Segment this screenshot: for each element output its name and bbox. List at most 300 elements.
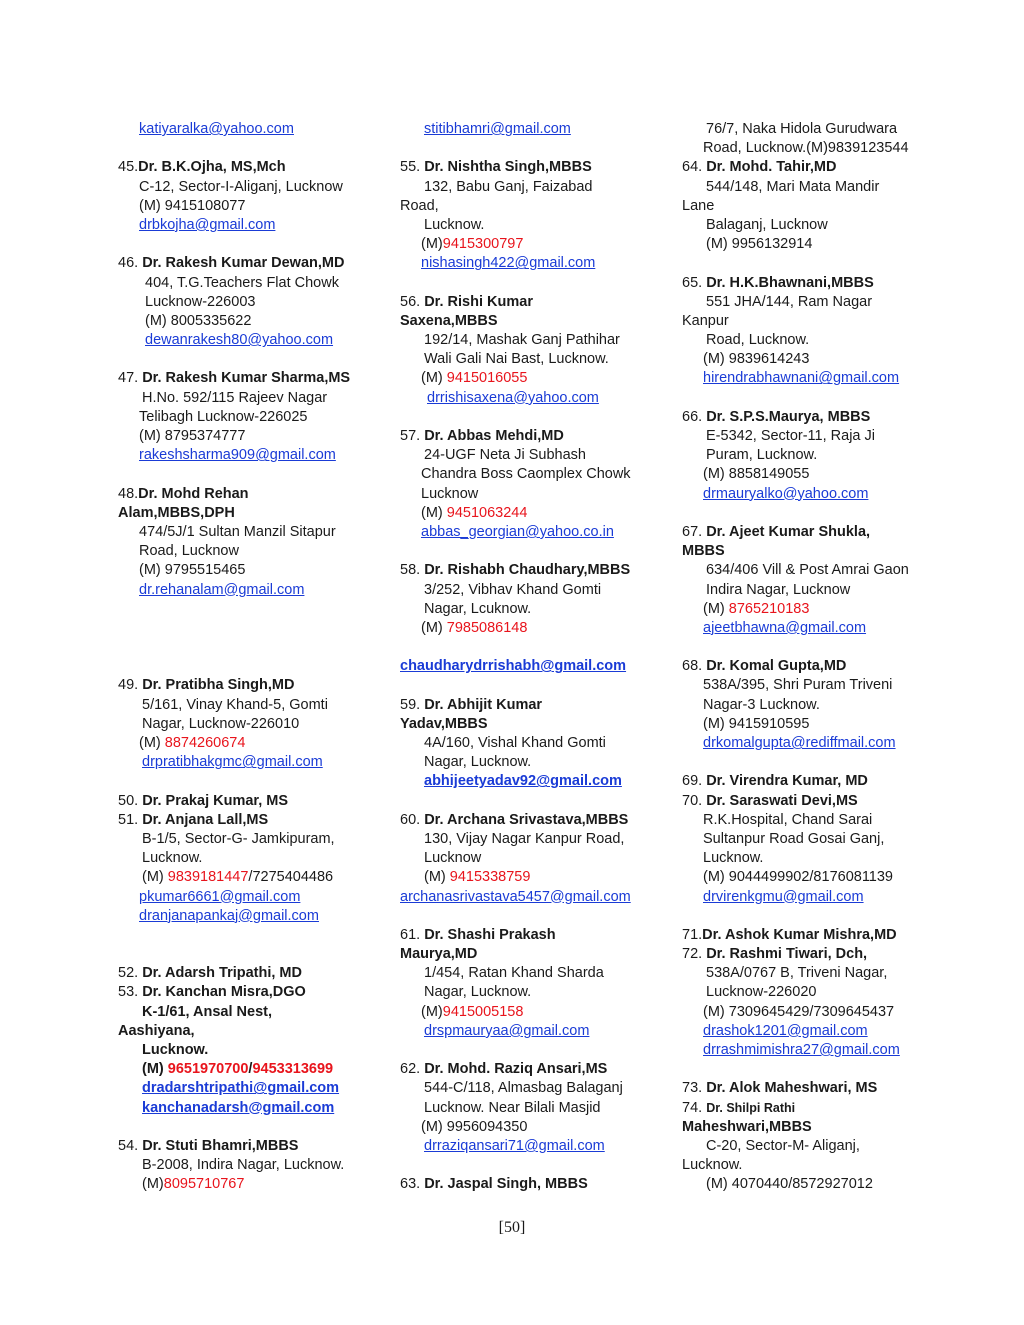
spacer — [400, 907, 662, 926]
text-line: 76/7, Naka Hidola Gurudwara — [706, 121, 898, 137]
spacer — [118, 772, 380, 791]
address-line — [682, 139, 932, 158]
doctor-name: Dr. Abhijit Kumar — [424, 696, 543, 713]
column-3 — [682, 120, 932, 1195]
phone-label: (M) — [421, 370, 447, 387]
phone-line — [682, 600, 932, 619]
doctor-name: Dr. Rakesh Kumar Dewan,MD — [142, 255, 345, 272]
doctor-name: Dr. Rishi Kumar — [424, 293, 533, 310]
address-line — [400, 1099, 662, 1118]
entry-heading — [682, 274, 932, 293]
address-line — [682, 120, 932, 139]
entry-number: 69. — [682, 773, 707, 790]
entry-heading — [118, 158, 380, 177]
doctor-name: Dr. Komal Gupta,MD — [706, 658, 847, 675]
email-link[interactable]: dewanrakesh80@yahoo.com — [145, 332, 334, 349]
entry-number: 74. — [682, 1099, 707, 1116]
text-line: 1/454, Ratan Khand Sharda — [424, 965, 604, 982]
entry-heading — [118, 964, 380, 983]
entry-heading — [118, 1137, 380, 1156]
email-link[interactable]: ajeetbhawna@gmail.com — [703, 619, 867, 636]
address-line — [400, 734, 662, 753]
spacer — [118, 657, 380, 676]
phone-number: 9415338759 — [449, 869, 531, 886]
phone-number: 8874260674 — [164, 735, 246, 751]
entry-number: 70. — [682, 792, 707, 809]
column-2 — [400, 120, 662, 1195]
entry-heading — [400, 293, 662, 312]
doctor-name: Dr. Mohd. Raziq Ansari,MS — [424, 1061, 608, 1078]
text-line: Lane — [682, 197, 715, 214]
bold-line — [118, 1041, 380, 1060]
column-1 — [118, 120, 380, 1195]
text-line: 130, Vijay Nagar Kanpur Road, — [424, 830, 625, 847]
phone-line — [400, 369, 662, 388]
email-link[interactable]: drpratibhakgmc@gmail.com — [142, 754, 323, 771]
address-line — [682, 811, 932, 830]
email-line — [118, 753, 380, 772]
email-line — [118, 446, 380, 465]
text-line-bold: Alam,MBBS,DPH — [118, 504, 235, 521]
text-line: Nagar-3 Lucknow. — [703, 696, 820, 713]
text-line: Road, Lucknow — [139, 543, 239, 560]
entry-number: 52. — [118, 965, 143, 982]
email-line — [118, 216, 380, 235]
text-line: C-20, Sector-M- Aliganj, — [706, 1137, 860, 1154]
phone-label: (M) — [421, 236, 443, 253]
text-line: B-2008, Indira Nagar, Lucknow. — [142, 1157, 345, 1174]
doctor-name: Dr. Jaspal Singh, MBBS — [424, 1176, 588, 1193]
phone-line — [400, 504, 662, 523]
address-line — [118, 849, 380, 868]
address-line — [682, 830, 932, 849]
doctor-name: Dr. Prakaj Kumar, MS — [142, 792, 289, 809]
entry-heading — [682, 523, 932, 542]
address-line — [400, 581, 662, 600]
phone-label: /7275404486 — [248, 869, 334, 886]
text-line: H.No. 592/115 Rajeev Nagar — [142, 389, 328, 406]
text-line: Lucknow — [424, 850, 482, 867]
spacer — [400, 792, 662, 811]
address-line — [682, 312, 932, 331]
email-link[interactable]: archanasrivastava5457@gmail.com — [400, 888, 631, 905]
doctor-name: Dr. Abbas Mehdi,MD — [424, 428, 564, 444]
phone-label: (M) — [139, 735, 165, 751]
text-line: (M) 4070440/8572927012 — [706, 1176, 873, 1193]
address-line — [118, 197, 380, 216]
text-line: Lucknow-226003 — [145, 293, 256, 310]
text-line: 544/148, Mari Mata Mandir — [706, 178, 880, 195]
address-line — [400, 753, 662, 772]
address-line — [682, 197, 932, 216]
address-line — [400, 216, 662, 235]
entry-heading — [682, 158, 932, 177]
address-line — [118, 427, 380, 446]
address-line — [118, 696, 380, 715]
address-line — [682, 293, 932, 312]
address-line — [682, 216, 932, 235]
address-line — [400, 849, 662, 868]
address-line — [118, 523, 380, 542]
email-line — [118, 581, 380, 600]
address-line — [118, 830, 380, 849]
entry-number: 50. — [118, 792, 143, 809]
address-line — [118, 408, 380, 427]
email-line — [400, 657, 662, 676]
doctor-name: Dr. Ajeet Kumar Shukla, — [706, 523, 871, 540]
entry-heading — [118, 811, 380, 830]
entry-number: 47. — [118, 370, 143, 387]
text-line: 192/14, Mashak Ganj Pathihar — [424, 332, 620, 349]
bold-line — [118, 1022, 380, 1041]
text-line: 551 JHA/144, Ram Nagar — [706, 293, 873, 310]
address-line — [682, 1137, 932, 1156]
address-line — [682, 581, 932, 600]
text-line: 634/406 Vill & Post Amrai Gaon — [706, 562, 909, 579]
text-line: 474/5J/1 Sultan Manzil Sitapur — [139, 523, 336, 540]
phone-number: 9415016055 — [446, 370, 528, 387]
address-line — [682, 696, 932, 715]
entry-heading — [400, 1060, 662, 1079]
entry-number: 49. — [118, 677, 143, 694]
text-line: (M) 9415108077 — [139, 197, 246, 214]
email-link[interactable]: drvirenkgmu@gmail.com — [703, 888, 864, 905]
email-link[interactable]: drraziqansari71@gmail.com — [424, 1137, 605, 1154]
email-line — [118, 120, 380, 139]
address-line — [682, 1003, 932, 1022]
text-line: Sultanpur Road Gosai Ganj, — [703, 830, 885, 847]
text-line-bold: Lucknow. — [142, 1042, 209, 1058]
text-line-bold: Maurya,MD — [400, 946, 478, 963]
address-line — [682, 465, 932, 484]
email-link[interactable]: dradarshtripathi@gmail.com — [142, 1080, 340, 1097]
entry-heading — [682, 792, 932, 811]
phone-line — [118, 1060, 380, 1079]
text-line: (M) 9044499902/8176081139 — [703, 869, 894, 886]
entry-heading — [400, 158, 662, 177]
text-line: C-12, Sector-I-Aliganj, Lucknow — [139, 178, 343, 195]
email-link[interactable]: hirendrabhawnani@gmail.com — [703, 370, 900, 387]
address-line — [682, 964, 932, 983]
text-line-bold: Aashiyana, — [118, 1022, 195, 1039]
phone-number: 9453313699 — [252, 1061, 334, 1078]
text-line: (M) 9415910595 — [703, 715, 810, 732]
phone-label: (M) — [421, 1003, 443, 1020]
entry-number: 54. — [118, 1137, 143, 1154]
entry-number: 56. — [400, 293, 425, 310]
address-line — [400, 964, 662, 983]
email-line — [682, 1022, 932, 1041]
phone-label: (M) — [703, 600, 729, 617]
email-line — [400, 120, 662, 139]
entry-number: 67. — [682, 523, 707, 540]
entry-heading — [400, 427, 662, 446]
email-line — [400, 1022, 662, 1041]
phone-label: (M) — [142, 1176, 164, 1193]
email-link[interactable]: drkomalgupta@rediffmail.com — [703, 735, 896, 751]
email-link[interactable]: stitibhamri@gmail.com — [424, 121, 571, 137]
entry-number: 59. — [400, 696, 425, 713]
email-link[interactable]: kanchanadarsh@gmail.com — [142, 1099, 335, 1116]
entry-number: 53. — [118, 984, 143, 1001]
doctor-name: Dr. S.P.S.Maurya, MBBS — [706, 408, 871, 425]
entry-number: 73. — [682, 1080, 707, 1097]
doctor-name: Dr. Rishabh Chaudhary,MBBS — [424, 562, 631, 579]
text-line: Road, — [400, 197, 439, 214]
bold-line — [118, 504, 380, 523]
text-line: 544-C/118, Almasbag Balaganj — [424, 1080, 623, 1097]
text-line: Lucknow. Near Bilali Masjid — [424, 1099, 601, 1116]
bold-line — [400, 715, 662, 734]
entry-number: 48. — [118, 485, 139, 502]
address-line — [400, 983, 662, 1002]
spacer — [682, 504, 932, 523]
spacer — [118, 619, 380, 638]
entry-number: 61. — [400, 926, 425, 943]
spacer — [682, 389, 932, 408]
entry-heading — [400, 696, 662, 715]
spacer — [118, 945, 380, 964]
email-line — [118, 907, 380, 926]
email-line — [118, 1099, 380, 1118]
text-line: Puram, Lucknow. — [706, 447, 818, 464]
address-line — [400, 331, 662, 350]
spacer — [400, 139, 662, 158]
entry-number: 63. — [400, 1176, 425, 1193]
address-line — [682, 235, 932, 254]
text-line: Lucknow. — [703, 850, 764, 867]
address-line — [400, 178, 662, 197]
address-line — [118, 312, 380, 331]
email-line — [400, 1137, 662, 1156]
text-line-bold: Maheshwari,MBBS — [682, 1118, 812, 1135]
doctor-name: Dr. Pratibha Singh,MD — [142, 677, 295, 694]
email-line — [682, 485, 932, 504]
phone-number: 8095710767 — [163, 1176, 245, 1193]
bold-line — [682, 1118, 932, 1137]
email-line — [118, 888, 380, 907]
doctor-name: Dr. Rashmi Tiwari, Dch, — [706, 946, 868, 963]
bold-line — [400, 312, 662, 331]
phone-line — [118, 868, 380, 887]
text-line: (M) 9956094350 — [421, 1118, 528, 1135]
email-link[interactable]: pkumar6661@gmail.com — [139, 888, 301, 905]
email-link[interactable]: chaudharydrrishabh@gmail.com — [400, 658, 627, 675]
address-line — [682, 1175, 932, 1194]
address-line — [400, 465, 662, 484]
doctor-name: Dr. Archana Srivastava,MBBS — [424, 811, 629, 828]
address-line — [118, 389, 380, 408]
spacer — [400, 1041, 662, 1060]
spacer — [682, 907, 932, 926]
text-line: Indira Nagar, Lucknow — [706, 581, 851, 598]
spacer — [400, 408, 662, 427]
address-line — [682, 178, 932, 197]
email-link[interactable]: abhijeetyadav92@gmail.com — [424, 773, 622, 790]
address-line — [682, 350, 932, 369]
email-link[interactable]: drrishisaxena@yahoo.com — [427, 389, 599, 406]
email-link[interactable]: drbkojha@gmail.com — [139, 216, 276, 233]
address-line — [400, 1118, 662, 1137]
phone-number: 9415005158 — [442, 1003, 524, 1020]
text-line: Road, Lucknow. — [706, 332, 810, 349]
email-link[interactable]: dr.rehanalam@gmail.com — [139, 581, 305, 598]
entry-number: 45. — [118, 159, 139, 176]
email-link[interactable]: dranjanapankaj@gmail.com — [139, 907, 319, 924]
entry-number: 68. — [682, 658, 707, 675]
text-line: (M) 8005335622 — [145, 312, 252, 329]
doctor-name: Dr. Alok Maheshwari, MS — [706, 1080, 878, 1097]
text-line: (M) 7309645429/7309645437 — [703, 1003, 895, 1020]
doctor-name: Dr. Virendra Kumar, MD — [706, 773, 868, 790]
spacer — [118, 638, 380, 657]
address-line — [682, 446, 932, 465]
entry-number: 62. — [400, 1061, 425, 1078]
email-line — [118, 1079, 380, 1098]
text-line: R.K.Hospital, Chand Sarai — [703, 811, 873, 828]
entry-heading — [682, 945, 932, 964]
email-link[interactable]: drashok1201@gmail.com — [703, 1022, 868, 1039]
phone-label: (M) — [421, 504, 447, 521]
spacer — [118, 600, 380, 619]
text-line-bold: MBBS — [682, 543, 725, 560]
text-line: Kanpur — [682, 312, 729, 329]
bold-line — [400, 945, 662, 964]
spacer — [118, 139, 380, 158]
phone-line — [400, 868, 662, 887]
text-line: Lucknow. — [682, 1157, 743, 1174]
email-link[interactable]: drspmauryaa@gmail.com — [424, 1022, 590, 1039]
phone-label: (M) — [142, 869, 168, 886]
entry-heading — [118, 254, 380, 273]
doctor-name: Dr. Nishtha Singh,MBBS — [424, 159, 592, 176]
text-line: 24-UGF Neta Ji Subhash — [424, 447, 586, 464]
entry-heading — [118, 792, 380, 811]
entry-number: 65. — [682, 274, 707, 291]
entry-number: 66. — [682, 408, 707, 425]
phone-number: 9651970700 — [167, 1061, 249, 1078]
email-line — [400, 888, 662, 907]
phone-number: 9839181447 — [167, 869, 249, 886]
text-line: Lucknow. — [424, 216, 485, 233]
email-line — [400, 389, 662, 408]
entry-number: 71. — [682, 926, 703, 943]
text-line: Telibagh Lucknow-226025 — [139, 408, 308, 425]
phone-number: 8765210183 — [728, 600, 810, 617]
spacer — [682, 1060, 932, 1079]
phone-number: 9415300797 — [442, 236, 524, 253]
email-line — [400, 254, 662, 273]
email-link[interactable]: abbas_georgian@yahoo.co.in — [421, 523, 614, 540]
email-line — [400, 523, 662, 542]
address-line — [400, 446, 662, 465]
entry-number: 57. — [400, 428, 425, 444]
doctor-name: Dr. Ashok Kumar Mishra,MD — [702, 926, 897, 943]
email-line — [682, 369, 932, 388]
phone-number: 9451063244 — [446, 504, 528, 521]
address-line — [682, 849, 932, 868]
entry-heading — [682, 1099, 932, 1118]
address-line — [400, 485, 662, 504]
email-link[interactable]: katiyaralka@yahoo.com — [139, 121, 294, 137]
address-line — [400, 350, 662, 369]
entry-heading — [118, 485, 380, 504]
address-line — [118, 542, 380, 561]
text-line: Road, Lucknow.(M)9839123544 — [703, 140, 909, 157]
text-line: E-5342, Sector-11, Raja Ji — [706, 428, 875, 444]
phone-line — [400, 619, 662, 638]
text-line: Lucknow — [421, 485, 479, 502]
address-line — [682, 561, 932, 580]
entry-heading — [118, 369, 380, 388]
spacer — [118, 1118, 380, 1137]
spacer — [682, 753, 932, 772]
doctor-name: Dr. Anjana Lall,MS — [142, 811, 269, 828]
email-link[interactable]: rakeshsharma909@gmail.com — [139, 447, 336, 464]
address-line — [400, 830, 662, 849]
page-number: [50] — [498, 1219, 526, 1236]
text-line: 4A/160, Vishal Khand Gomti — [424, 735, 606, 751]
text-line: Balaganj, Lucknow — [706, 216, 828, 233]
text-line: 5/161, Vinay Khand-5, Gomti — [142, 696, 328, 713]
address-line — [682, 868, 932, 887]
doctor-name: Dr. Stuti Bhamri,MBBS — [142, 1137, 299, 1154]
address-line — [682, 427, 932, 446]
email-link[interactable]: nishasingh422@gmail.com — [421, 255, 596, 272]
doctor-name: Dr. Shilpi Rathi — [706, 1100, 796, 1115]
text-line: 538A/0767 B, Triveni Nagar, — [706, 965, 888, 982]
doctor-name: Dr. Mohd Rehan — [138, 485, 249, 502]
text-line-bold: Yadav,MBBS — [400, 715, 488, 732]
entry-heading — [400, 811, 662, 830]
text-line: (M) 8858149055 — [703, 466, 810, 483]
entry-heading — [400, 561, 662, 580]
address-line — [118, 1156, 380, 1175]
entry-heading — [682, 657, 932, 676]
entry-heading — [118, 983, 380, 1002]
text-line: (M) 8795374777 — [139, 428, 246, 444]
phone-line — [118, 1175, 380, 1194]
text-line: Lucknow. — [142, 850, 203, 867]
phone-line — [400, 1003, 662, 1022]
doctor-name: Dr. Adarsh Tripathi, MD — [142, 965, 302, 982]
spacer — [682, 254, 932, 273]
entry-heading — [682, 1079, 932, 1098]
phone-line — [118, 734, 380, 753]
email-link[interactable]: drmauryalko@yahoo.com — [703, 485, 869, 502]
email-line — [682, 619, 932, 638]
doctor-name: Dr. Shashi Prakash — [424, 926, 556, 943]
phone-line — [400, 235, 662, 254]
doctor-name: Dr. Kanchan Misra,DGO — [142, 984, 306, 1001]
text-line-bold: K-1/61, Ansal Nest, — [142, 1003, 273, 1020]
text-line: 3/252, Vibhav Khand Gomti — [424, 581, 602, 598]
entry-heading — [682, 408, 932, 427]
email-line — [118, 331, 380, 350]
entry-heading — [118, 676, 380, 695]
address-line — [118, 293, 380, 312]
address-line — [682, 676, 932, 695]
email-line — [682, 888, 932, 907]
text-line: Nagar, Lucknow-226010 — [142, 715, 300, 732]
email-link[interactable]: drrashmimishra27@gmail.com — [703, 1042, 900, 1058]
address-line — [400, 600, 662, 619]
spacer — [682, 638, 932, 657]
entry-heading — [682, 772, 932, 791]
entry-heading — [682, 926, 932, 945]
doctor-name: Dr. B.K.Ojha, MS,Mch — [138, 159, 286, 176]
phone-label: (M) — [421, 619, 447, 636]
